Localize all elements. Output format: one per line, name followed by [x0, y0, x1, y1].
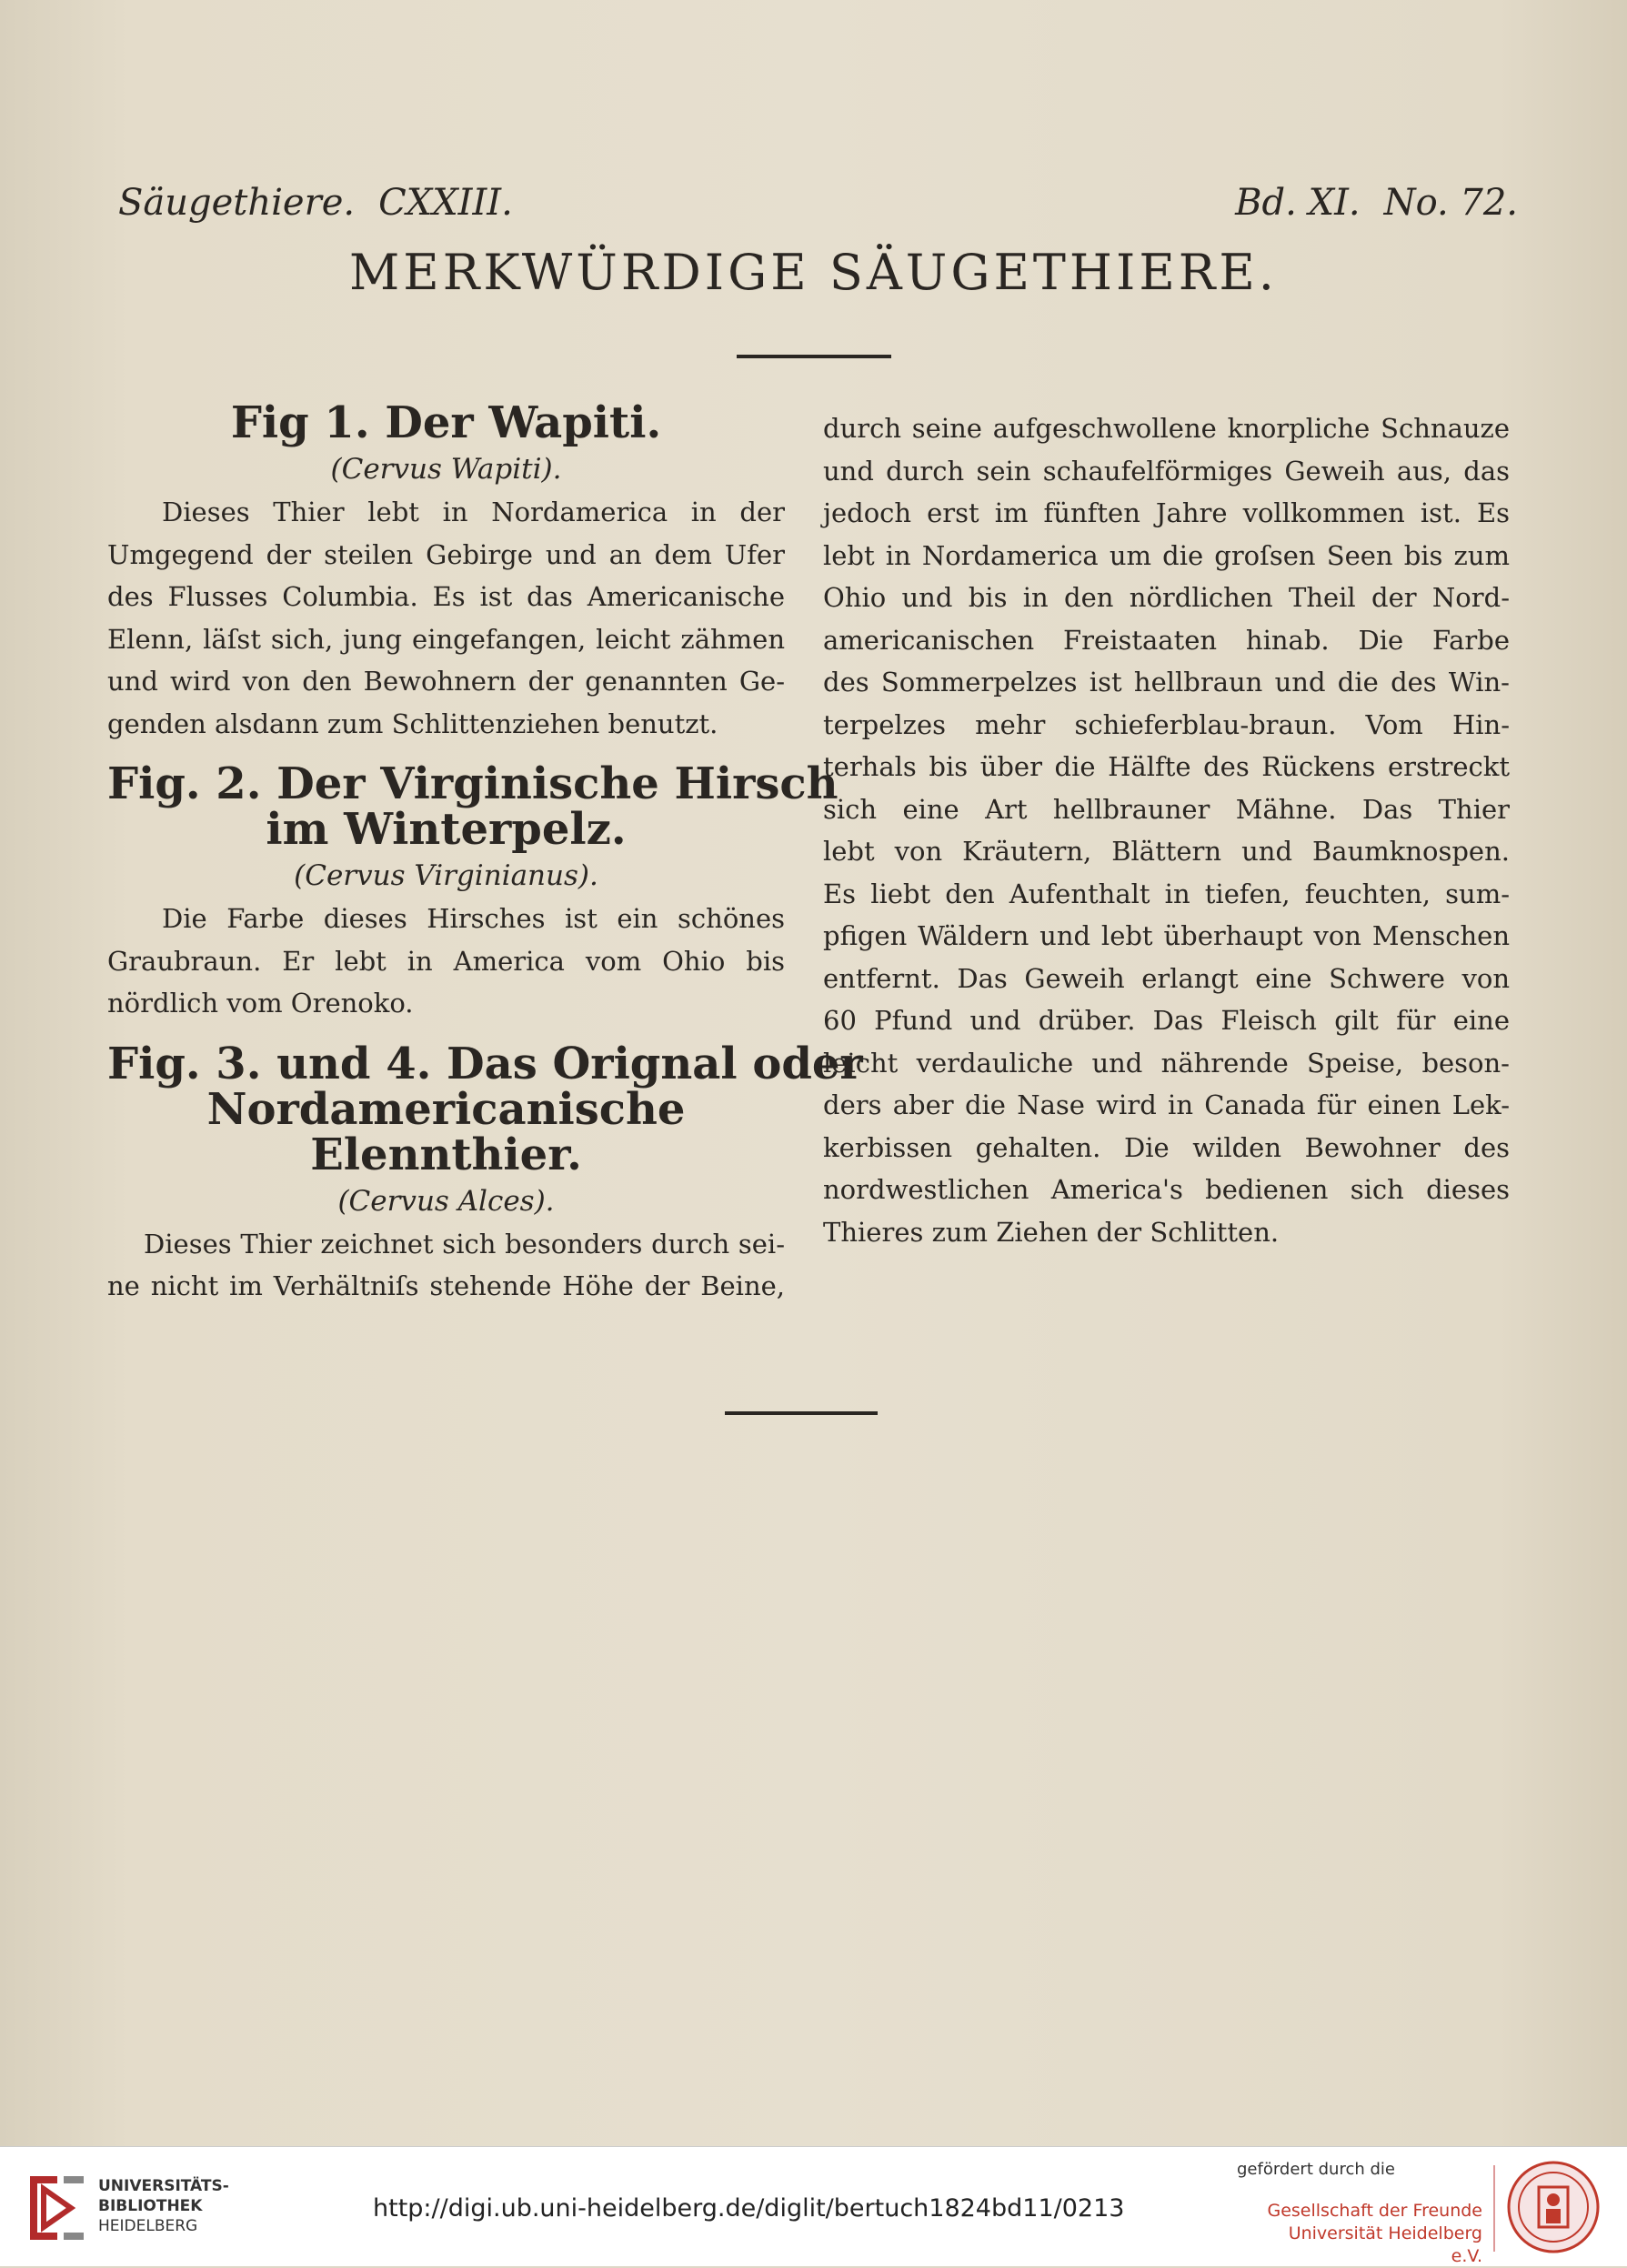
text-line: ne nicht im Verhältniſs stehende Höhe der Beine,	[107, 1270, 785, 1301]
fig3-title-text: Fig. 3. und 4. Das Orignal oder	[107, 1038, 863, 1089]
text-line: genden alsdann zum Schlittenziehen benutzt.	[107, 707, 718, 739]
text-line: durch seine aufgeschwollene knorpliche Schnauze	[823, 413, 1510, 444]
fig1-title: Fig 1. Der Wapiti.	[230, 397, 662, 448]
running-header	[118, 182, 1518, 236]
permalink-url[interactable]: http://digi.ub.uni-heidelberg.de/diglit/bertuch1824bd11/0213	[373, 2194, 1125, 2223]
header-section: Säugethiere.	[118, 182, 356, 224]
fig3-continuation-paragraph	[823, 407, 1510, 1253]
text-line: und wird von den Bewohnern der genannten Ge-	[107, 666, 785, 697]
text-line: Umgegend der steilen Gebirge und an dem Ufer	[107, 538, 785, 570]
text-line: Dieses Thier zeichnet sich besonders durch sei-	[144, 1228, 785, 1259]
library-name-line: BIBLIOTHEK	[98, 2197, 203, 2215]
header-right	[1211, 182, 1518, 224]
right-column	[823, 407, 1510, 1253]
header-number: No. 72.	[1383, 182, 1518, 224]
funded-by-label: gefördert durch die	[1237, 2160, 1395, 2179]
header-left	[118, 182, 513, 224]
text-line: Ohio und bis in den nördlichen Theil der Nord-	[823, 582, 1510, 613]
library-name-line: UNIVERSITÄTS-	[98, 2177, 229, 2195]
text-line: nordwestlichen America's bedienen sich dieses	[823, 1174, 1510, 1205]
footer-divider	[1493, 2165, 1495, 2252]
sponsor-name-line: Universität Heidelberg e.V.	[1288, 2223, 1482, 2266]
fig1-latin-name: (Cervus Wapiti).	[330, 453, 562, 486]
text-line: jedoch erst im fünften Jahre vollkommen ist. Es	[823, 497, 1510, 528]
text-line: Dieses Thier lebt in Nordamerica in der	[162, 497, 785, 527]
fig3-title-line1	[107, 1038, 863, 1089]
text-line: Die Farbe dieses Hirsches ist ein schönes	[162, 903, 785, 934]
text-line: leicht verdauliche und nährende Speise, beson-	[823, 1047, 1510, 1079]
text-line: entfernt. Das Geweih erlangt eine Schwere von	[823, 962, 1510, 994]
text-line: americanischen Freistaaten hinab. Die Farbe	[823, 624, 1510, 656]
page-title: MERKWÜRDIGE SÄUGETHIERE.	[349, 244, 1278, 301]
fig1-paragraph	[107, 491, 785, 745]
digitization-footer	[0, 2146, 1627, 2266]
fig3-latin-name: (Cervus Alces).	[337, 1184, 555, 1218]
text-line: des Sommerpelzes ist hellbraun und die des Win-	[823, 667, 1510, 697]
fig3-title-line2: Nordamericanische Elennthier.	[206, 1083, 686, 1180]
text-line: und durch sein schaufelförmiges Geweih aus, das	[823, 455, 1510, 487]
university-library-logo-icon	[25, 2167, 89, 2249]
sponsor-name-line: Gesellschaft der Freunde	[1267, 2201, 1482, 2221]
text-line: lebt in Nordamerica um die groſsen Seen bis zum	[823, 539, 1510, 571]
header-volume: Bd. XI.	[1235, 182, 1361, 224]
text-line: Graubraun. Er lebt in America vom Ohio bis	[107, 945, 785, 977]
university-seal-icon	[1506, 2160, 1601, 2254]
library-name-line: HEIDELBERG	[98, 2217, 198, 2235]
title-divider	[737, 355, 891, 358]
fig2-paragraph	[107, 898, 785, 1025]
text-line: terhals bis über die Hälfte des Rückens erstreckt	[823, 751, 1510, 782]
fig3-paragraph	[107, 1223, 785, 1308]
left-column	[107, 397, 863, 1308]
text-line: pfigen Wäldern und lebt überhaupt von Menschen	[823, 920, 1510, 951]
sponsor-name	[1255, 2200, 1482, 2268]
library-name	[98, 2176, 229, 2236]
header-plate-number: CXXIII.	[378, 182, 513, 224]
text-line: Es liebt den Aufenthalt in tiefen, feuchten, sum-	[823, 878, 1510, 909]
text-line: des Flusses Columbia. Es ist das Americanische	[107, 581, 785, 612]
fig2-title-line2: im Winterpelz.	[266, 804, 627, 855]
text-line: Elenn, läſst sich, jung eingefangen, leicht zähmen	[107, 623, 785, 655]
text-line: nördlich vom Orenoko.	[107, 988, 414, 1019]
fig2-title-text: Fig. 2. Der Virginische Hirsch	[107, 758, 839, 809]
text-line: sich eine Art hellbrauner Mähne. Das Thier	[823, 793, 1510, 825]
fig2-title-line1	[107, 758, 839, 809]
text-line: 60 Pfund und drüber. Das Fleisch gilt für eine	[823, 1005, 1510, 1036]
closing-divider	[725, 1411, 878, 1415]
text-line: ders aber die Nase wird in Canada für einen Lek-	[823, 1089, 1510, 1120]
fig2-latin-name: (Cervus Virginianus).	[294, 859, 598, 892]
text-line: kerbissen gehalten. Die wilden Bewohner des	[823, 1131, 1510, 1163]
text-line: Thieres zum Ziehen der Schlitten.	[823, 1216, 1280, 1248]
text-line: terpelzes mehr schieferblau-braun. Vom Hin-	[823, 708, 1510, 740]
text-line: lebt von Kräutern, Blättern und Baumknospen.	[823, 836, 1510, 867]
